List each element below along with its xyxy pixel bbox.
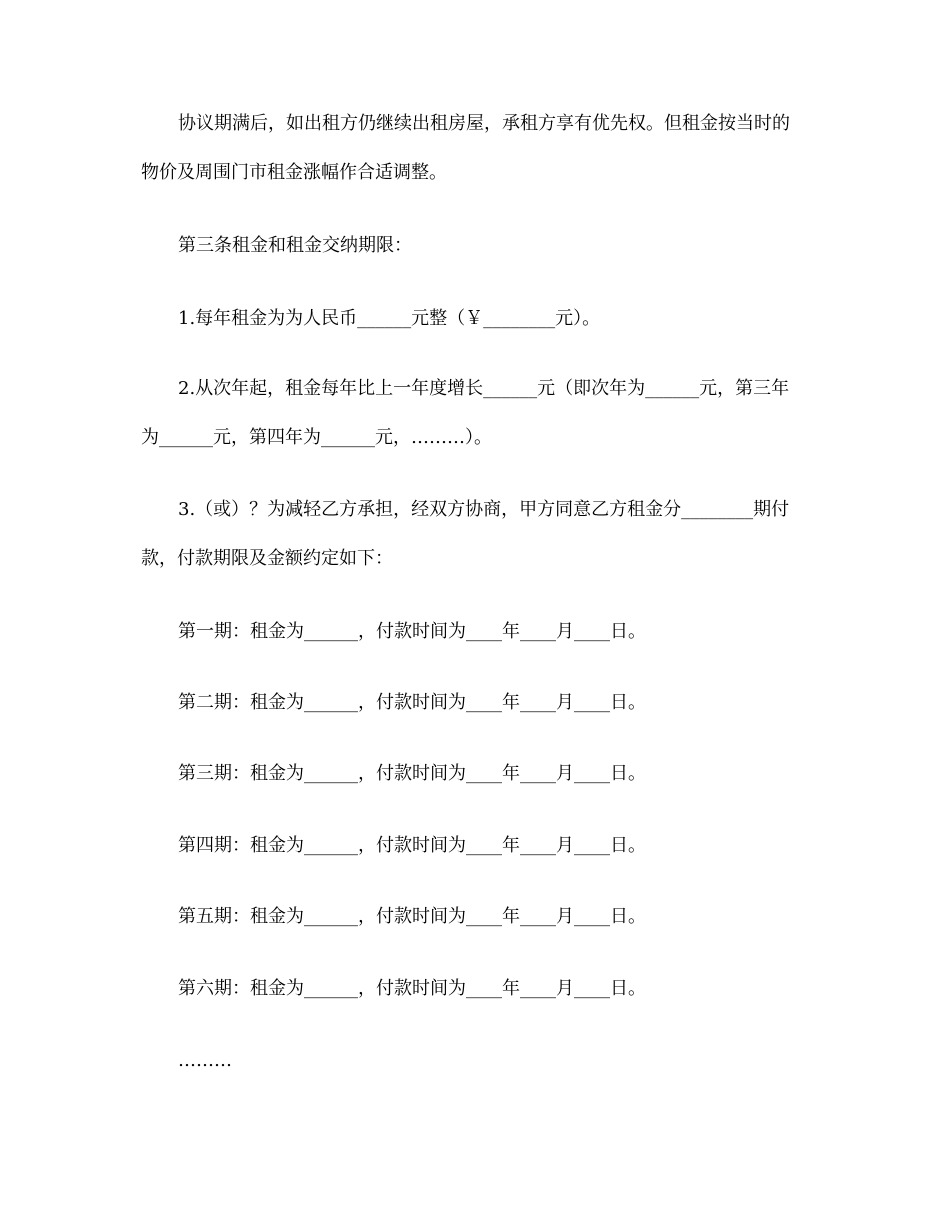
installment-line: 第一期：租金为______，付款时间为____年____月____日。: [178, 621, 646, 642]
paragraph-line: 款，付款期限及金额约定如下：: [141, 548, 393, 569]
paragraph-line: 1.每年租金为为人民币______元整（￥________元）。: [178, 308, 601, 329]
installment-line: 第四期：租金为______，付款时间为____年____月____日。: [178, 835, 646, 856]
section-heading: 第三条租金和租金交纳期限：: [178, 235, 412, 256]
paragraph-line: 协议期满后，如出租方仍继续出租房屋，承租方享有优先权。但租金按当时的: [178, 113, 790, 134]
installment-line: 第六期：租金为______，付款时间为____年____月____日。: [178, 978, 646, 999]
paragraph-line: 3.（或）？为减轻乙方承担，经双方协商，甲方同意乙方租金分________期付: [178, 499, 790, 520]
installment-line: 第五期：租金为______，付款时间为____年____月____日。: [178, 906, 646, 927]
paragraph-line: 2.从次年起，租金每年比上一年度增长______元（即次年为______元，第三年: [178, 378, 790, 399]
installment-line: 第二期：租金为______，付款时间为____年____月____日。: [178, 692, 646, 713]
paragraph-line: 为______元，第四年为______元，………）。: [141, 427, 492, 448]
paragraph-line: 物价及周围门市租金涨幅作合适调整。: [141, 162, 447, 183]
installment-line: 第三期：租金为______，付款时间为____年____月____日。: [178, 763, 646, 784]
ellipsis-line: ………: [178, 1050, 232, 1071]
